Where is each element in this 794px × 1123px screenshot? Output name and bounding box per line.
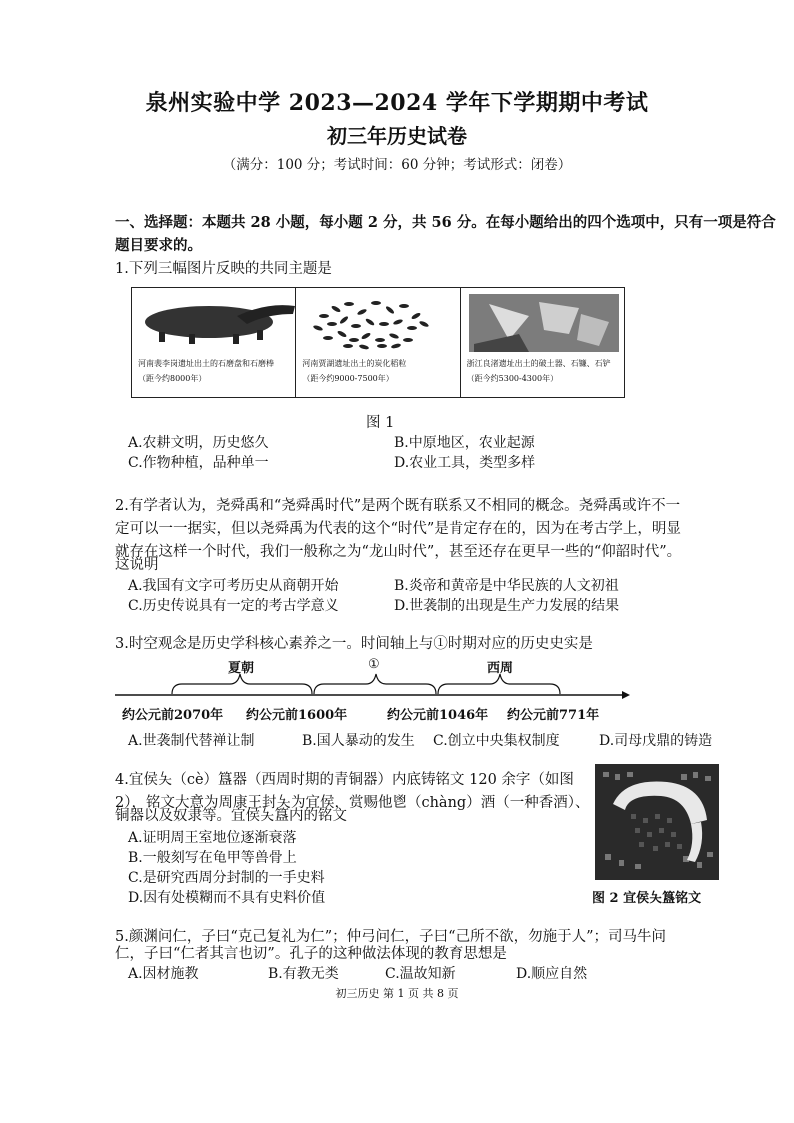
q1-option-d[interactable]: D.农业工具，类型多样 (394, 455, 536, 471)
q2-option-b[interactable]: B.炎帝和黄帝是中华民族的人文初祖 (394, 578, 619, 594)
section-heading-line2: 题目要求的。 (115, 237, 202, 254)
q1-figure-panel-3 (461, 288, 624, 397)
q2-line-3: 就存在这样一个时代，我们一般称之为“龙山时代”，甚至还存在更早一些的“仰韶时代”。 (115, 544, 682, 560)
q2-line-2: 定可以一一据实，但以尧舜禹为代表的这个“时代”是肯定存在的，因为在考古学上，明显 (115, 521, 681, 537)
q5-line-2: 仁，子曰“仁者其言也讱”。孔子的这种做法体现的教育思想是 (115, 946, 507, 962)
q1-option-b[interactable]: B.中原地区，农业起源 (394, 435, 535, 451)
q1-date-3: （距今约5300-4300年） (466, 374, 559, 383)
q4-option-b[interactable]: B.一般刻写在龟甲等兽骨上 (128, 850, 297, 866)
q3-label-western-zhou: 西周 (487, 661, 514, 676)
q4-line-1: 4.宜侯夨（cè）簋器（西周时期的青铜器）内底铸铭文 120 余字（如图 (115, 772, 574, 788)
stone-tools-image (469, 294, 619, 352)
q5-line-1: 5.颜渊问仁，子曰“克己复礼为仁”；仲弓问仁，子曰“己所不欲，勿施于人”；司马牛问 (115, 929, 666, 945)
q5-option-a[interactable]: A.因材施教 (128, 966, 199, 982)
q4-figure-caption: 图 2 宜侯夨簋铭文 (592, 891, 702, 906)
q3-tick-771: 约公元前771年 (507, 708, 600, 723)
exam-title: 泉州实验中学 2023—2024 学年下学期期中考试 (145, 90, 649, 116)
q2-option-c[interactable]: C.历史传说具有一定的考古学意义 (128, 598, 339, 614)
carbonized-rice-image (304, 294, 434, 352)
grinding-stone-image (137, 294, 297, 354)
q5-option-b[interactable]: B.有教无类 (268, 966, 339, 982)
q5-option-d[interactable]: D.顺应自然 (516, 966, 588, 982)
q4-option-d[interactable]: D.因有处模糊而不具有史料价值 (128, 890, 326, 906)
q1-figure-panel-2 (296, 288, 460, 397)
q1-option-c[interactable]: C.作物种植，品种单一 (128, 455, 269, 471)
exam-subtitle: 初三年历史试卷 (327, 124, 467, 148)
page-footer: 初三历史 第 1 页 共 8 页 (335, 987, 459, 1000)
q1-caption-3: 浙江良渚遗址出土的破土器、石镰、石铲 (466, 359, 611, 368)
q1-date-1: （距今约8000年） (138, 374, 207, 383)
q3-tick-2070: 约公元前2070年 (122, 708, 224, 723)
q1-figure-label: 图 1 (366, 415, 395, 431)
q1-caption-2: 河南贾湖遗址出土的炭化稻粒 (302, 359, 407, 368)
q3-label-period-1: ① (368, 657, 380, 672)
q3-stem: 3.时空观念是历史学科核心素养之一。时间轴上与①时期对应的历史史实是 (115, 636, 593, 652)
q1-option-a[interactable]: A.农耕文明，历史悠久 (128, 435, 269, 451)
q1-stem: 1.下列三幅图片反映的共同主题是 (115, 261, 332, 277)
q3-tick-1600: 约公元前1600年 (246, 708, 348, 723)
q4-line-2: 2），铭文大意为周康王封夨为宜侯，赏赐他鬯（chàng）酒（一种香酒）、 (115, 795, 590, 811)
q2-option-a[interactable]: A.我国有文字可考历史从商朝开始 (128, 578, 339, 594)
q1-date-2: （距今约9000-7500年） (302, 374, 394, 383)
q3-label-xia: 夏朝 (228, 661, 255, 676)
q2-line-1: 2.有学者认为，尧舜禹和“尧舜禹时代”是两个既有联系又不相同的概念。尧舜禹或许不一 (115, 498, 681, 514)
bronze-inscription-image (595, 764, 719, 880)
q3-option-b[interactable]: B.国人暴动的发生 (302, 733, 415, 749)
q3-option-d[interactable]: D.司母戊鼎的铸造 (599, 733, 713, 749)
exam-info: （满分：100 分；考试时间：60 分钟；考试形式：闭卷） (222, 157, 572, 173)
q4-line-3: 铜器以及奴隶等。宜侯夨簋内的铭文 (115, 808, 347, 824)
q1-figure-panel-1 (132, 288, 296, 397)
q3-option-c[interactable]: C.创立中央集权制度 (433, 733, 560, 749)
q2-option-d[interactable]: D.世袭制的出现是生产力发展的结果 (394, 598, 620, 614)
q1-figure (131, 287, 625, 398)
section-heading-line1: 一、选择题：本题共 28 小题，每小题 2 分，共 56 分。在每小题给出的四个选项中，只有一项是符合 (115, 214, 776, 231)
q5-option-c[interactable]: C.温故知新 (385, 966, 456, 982)
q3-tick-1046: 约公元前1046年 (387, 708, 489, 723)
q4-option-c[interactable]: C.是研究西周分封制的一手史料 (128, 870, 325, 886)
q4-option-a[interactable]: A.证明周王室地位逐渐衰落 (128, 830, 297, 846)
q2-line-4: 这说明 (115, 557, 159, 573)
q1-caption-1: 河南裴李岗遗址出土的石磨盘和石磨棒 (138, 359, 274, 368)
q3-option-a[interactable]: A.世袭制代替禅让制 (128, 733, 255, 749)
